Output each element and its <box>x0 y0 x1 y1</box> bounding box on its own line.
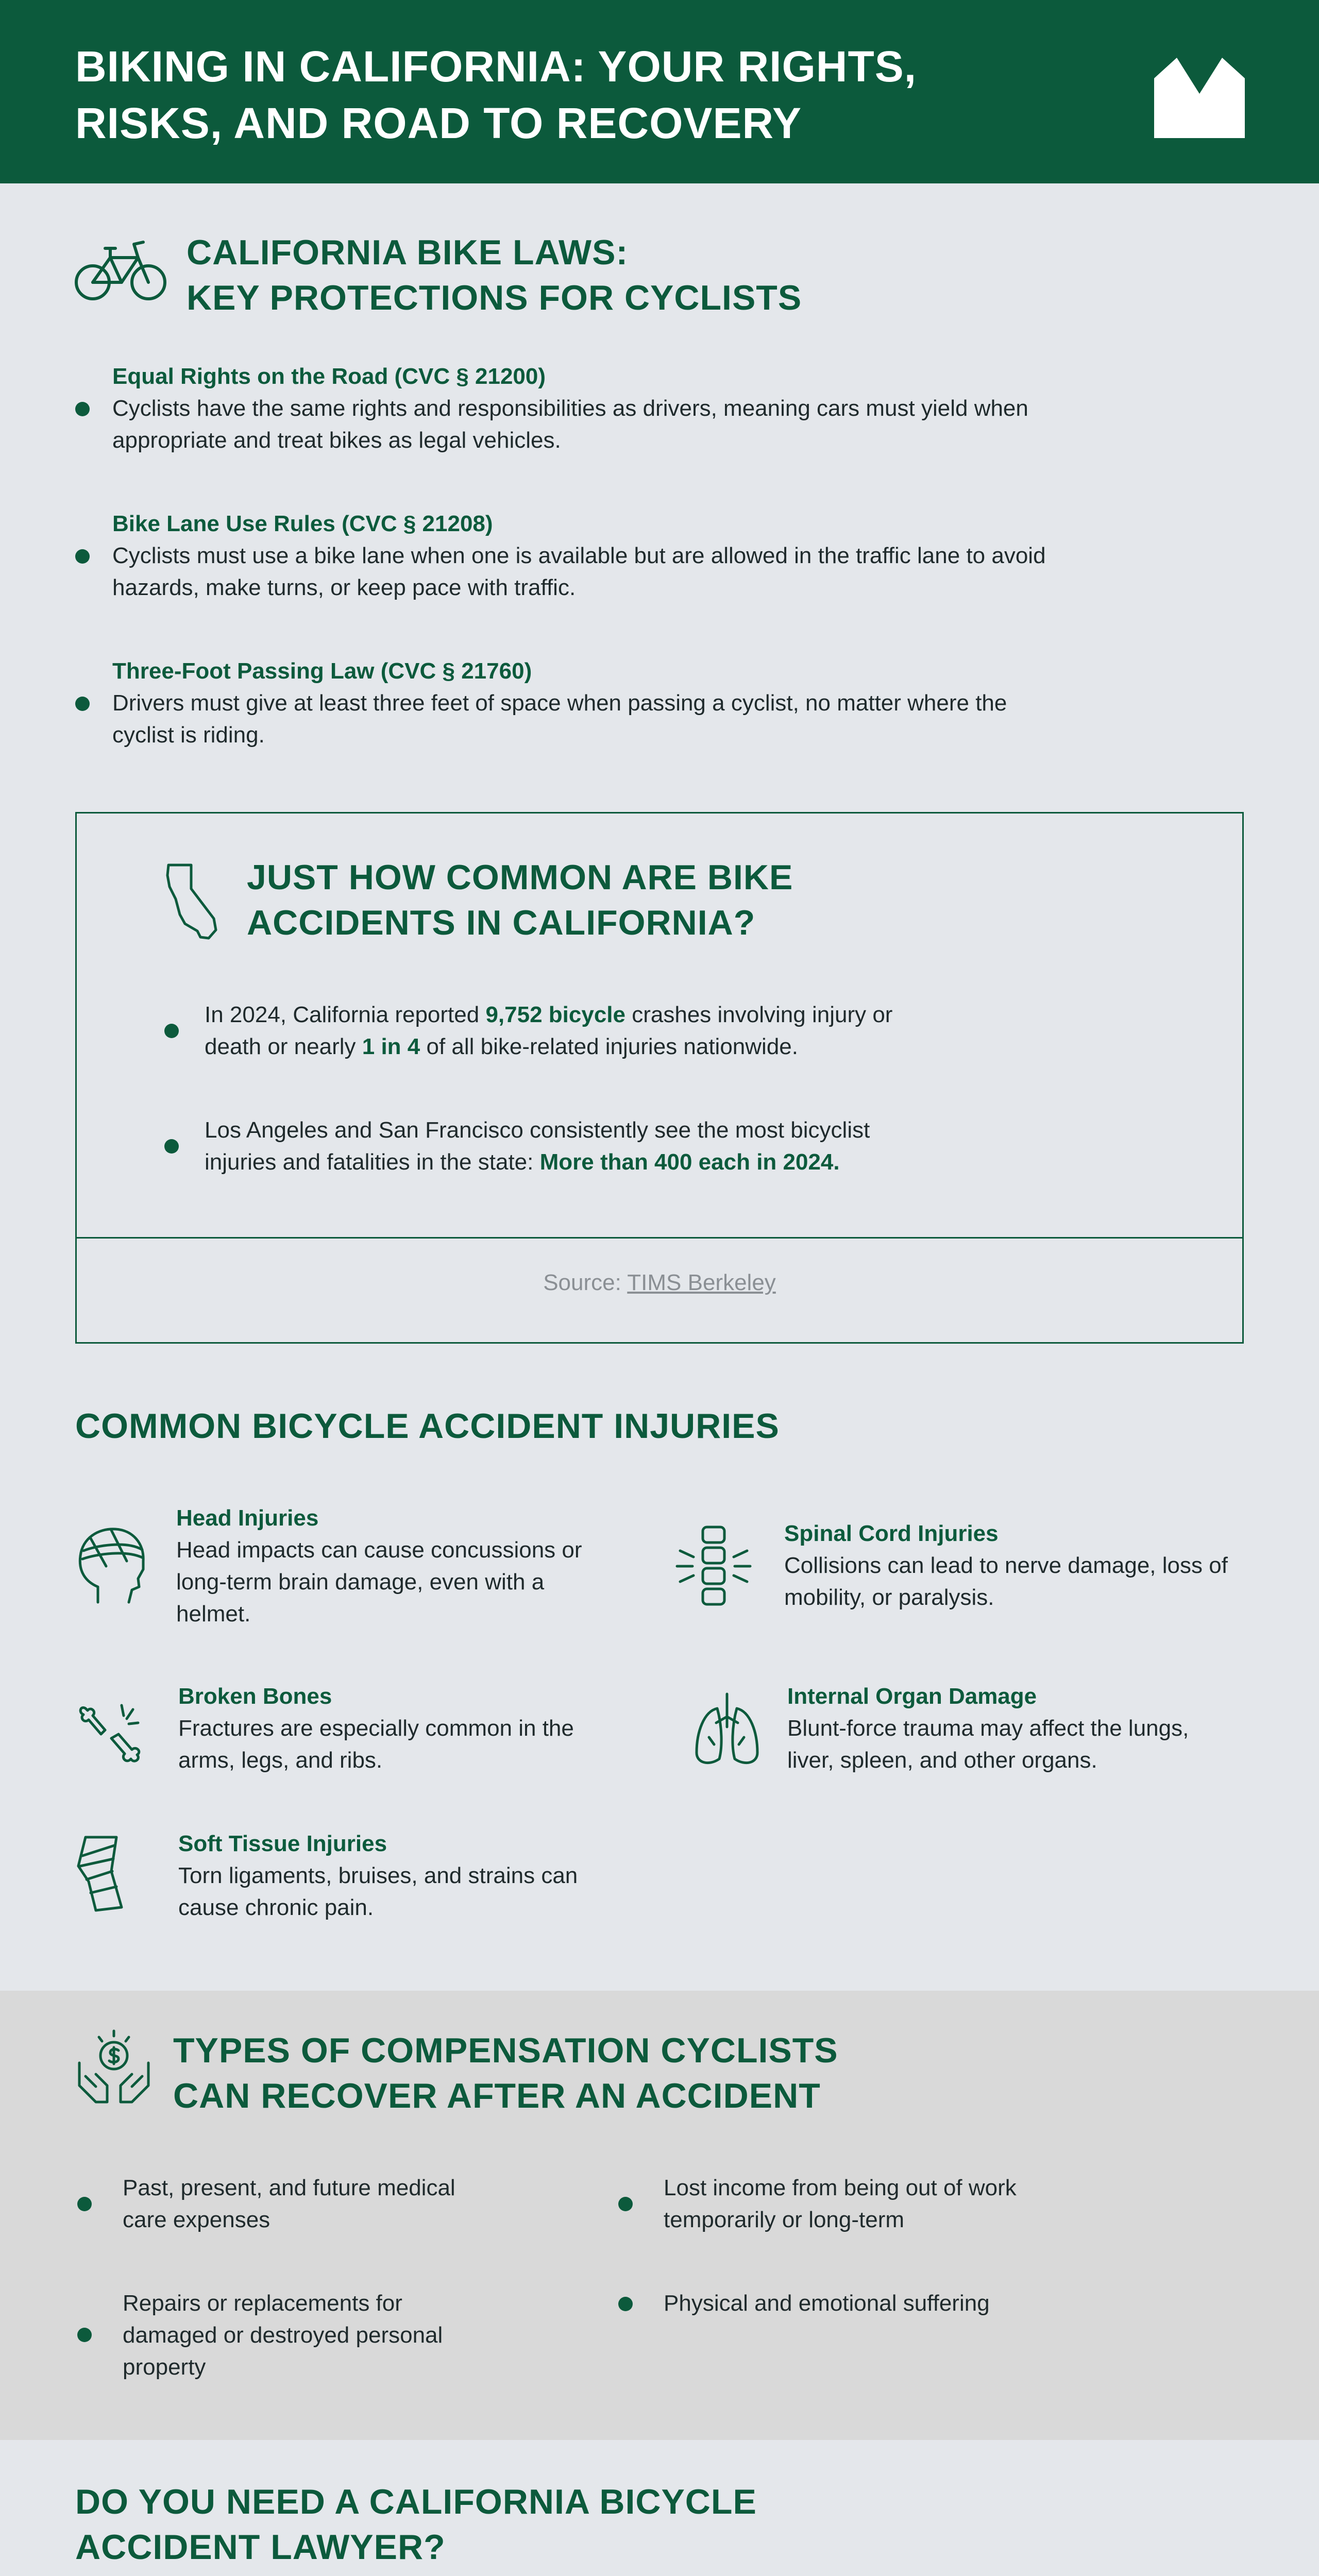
bullet-dot <box>164 1024 179 1038</box>
injury-title: Head Injuries <box>176 1505 319 1531</box>
stat-text <box>205 999 895 1063</box>
bullet-dot <box>75 402 90 416</box>
injury-item <box>178 1681 601 1776</box>
stat-text <box>205 1114 895 1178</box>
law-item-text: Cyclists have the same rights and responsibilities as drivers, meaning cars must yield when appropriate and treat bikes as legal vehicles. <box>112 396 1028 453</box>
stats-box <box>75 812 1244 1344</box>
stat-highlight: 9,752 bicycle <box>485 1002 625 1027</box>
lungs-icon <box>694 1691 760 1768</box>
california-map-icon <box>164 863 221 940</box>
injury-item <box>784 1518 1238 1614</box>
laws-section-title <box>187 230 1062 320</box>
stat-text-part: of all bike-related injuries nationwide. <box>420 1034 798 1059</box>
bicycle-icon <box>74 237 167 304</box>
compensation-text: Past, present, and future medical care expenses <box>123 2175 455 2232</box>
stat-text-part: In 2024, California reported <box>205 1002 486 1027</box>
bullet-dot <box>618 2297 633 2311</box>
bullet-dot <box>164 1139 179 1154</box>
source-line <box>77 1267 1242 1299</box>
injury-item <box>176 1502 599 1630</box>
divider <box>77 1237 1242 1239</box>
injury-title: Soft Tissue Injuries <box>178 1831 387 1856</box>
hands-money-icon <box>75 2027 153 2104</box>
injury-text: Head impacts can cause concussions or long-term brain damage, even with a helmet. <box>176 1537 582 1626</box>
laws-title-line2: KEY PROTECTIONS FOR CYCLISTS <box>187 278 802 317</box>
bullet-dot <box>75 697 90 711</box>
law-item-title: Three-Foot Passing Law (CVC § 21760) <box>112 658 532 684</box>
stats-title <box>247 855 1123 945</box>
mountain-logo-icon <box>1154 47 1245 138</box>
stat-text-part: crashes involving injury or death or nearly <box>205 1002 893 1059</box>
compensation-title-line1: TYPES OF COMPENSATION CYCLISTS <box>173 2031 838 2070</box>
bullet-dot <box>618 2197 633 2211</box>
injury-text: Torn ligaments, bruises, and strains can cause chronic pain. <box>178 1863 578 1920</box>
bullet-dot <box>77 2328 92 2342</box>
head-bandage-icon <box>75 1525 147 1607</box>
lawyer-title-line2: ACCIDENT LAWYER? <box>75 2528 446 2567</box>
spine-icon <box>675 1525 752 1607</box>
broken-bone-icon <box>75 1698 147 1775</box>
law-item-text: Drivers must give at least three feet of space when passing a cyclist, no matter where the cyclist is riding. <box>112 690 1007 748</box>
injury-text: Blunt-force trauma may affect the lungs, liver, spleen, and other organs. <box>787 1716 1189 1773</box>
source-link[interactable]: TIMS Berkeley <box>627 1270 776 1295</box>
stats-title-line1: JUST HOW COMMON ARE BIKE <box>247 858 793 897</box>
injuries-section-title: COMMON BICYCLE ACCIDENT INJURIES <box>75 1406 780 1446</box>
compensation-section <box>0 1991 1319 2440</box>
injury-title: Spinal Cord Injuries <box>784 1521 999 1546</box>
law-item-title: Bike Lane Use Rules (CVC § 21208) <box>112 511 493 536</box>
injury-item <box>178 1828 601 1924</box>
injury-title: Internal Organ Damage <box>787 1684 1037 1709</box>
injury-text: Fractures are especially common in the arms, legs, and ribs. <box>178 1716 574 1773</box>
bandaged-knee-icon <box>75 1835 127 1912</box>
injury-text: Collisions can lead to nerve damage, loss of mobility, or paralysis. <box>784 1553 1228 1610</box>
law-item-title: Equal Rights on the Road (CVC § 21200) <box>112 364 546 389</box>
compensation-text: Repairs or replacements for damaged or destroyed personal property <box>123 2291 443 2380</box>
compensation-title <box>173 2028 1152 2119</box>
stat-highlight: More than 400 each in 2024. <box>539 1149 840 1175</box>
header-banner <box>0 0 1319 183</box>
laws-title-line1: CALIFORNIA BIKE LAWS: <box>187 233 629 272</box>
compensation-text: Lost income from being out of work temporarily or long-term <box>664 2175 1017 2232</box>
stat-highlight: 1 in 4 <box>362 1034 420 1059</box>
bullet-dot <box>77 2197 92 2211</box>
lawyer-title-line1: DO YOU NEED A CALIFORNIA BICYCLE <box>75 2482 757 2521</box>
bullet-dot <box>75 549 90 564</box>
law-item-text: Cyclists must use a bike lane when one is available but are allowed in the traffic lane to avoid hazards, make turns, or keep pace with traffic. <box>112 543 1046 600</box>
source-label: Source: <box>543 1270 628 1295</box>
lawyer-title <box>75 2479 1054 2570</box>
injury-title: Broken Bones <box>178 1684 332 1709</box>
compensation-text: Physical and emotional suffering <box>664 2291 990 2316</box>
compensation-title-line2: CAN RECOVER AFTER AN ACCIDENT <box>173 2076 821 2115</box>
injury-item <box>787 1681 1241 1776</box>
page-title: BIKING IN CALIFORNIA: YOUR RIGHTS, RISKS, AND ROAD TO RECOVERY <box>75 42 917 147</box>
stat-text-part: Los Angeles and San Francisco consistently see the most bicyclist injuries and fatalities in the state: <box>205 1117 870 1175</box>
stats-title-line2: ACCIDENTS IN CALIFORNIA? <box>247 903 756 942</box>
